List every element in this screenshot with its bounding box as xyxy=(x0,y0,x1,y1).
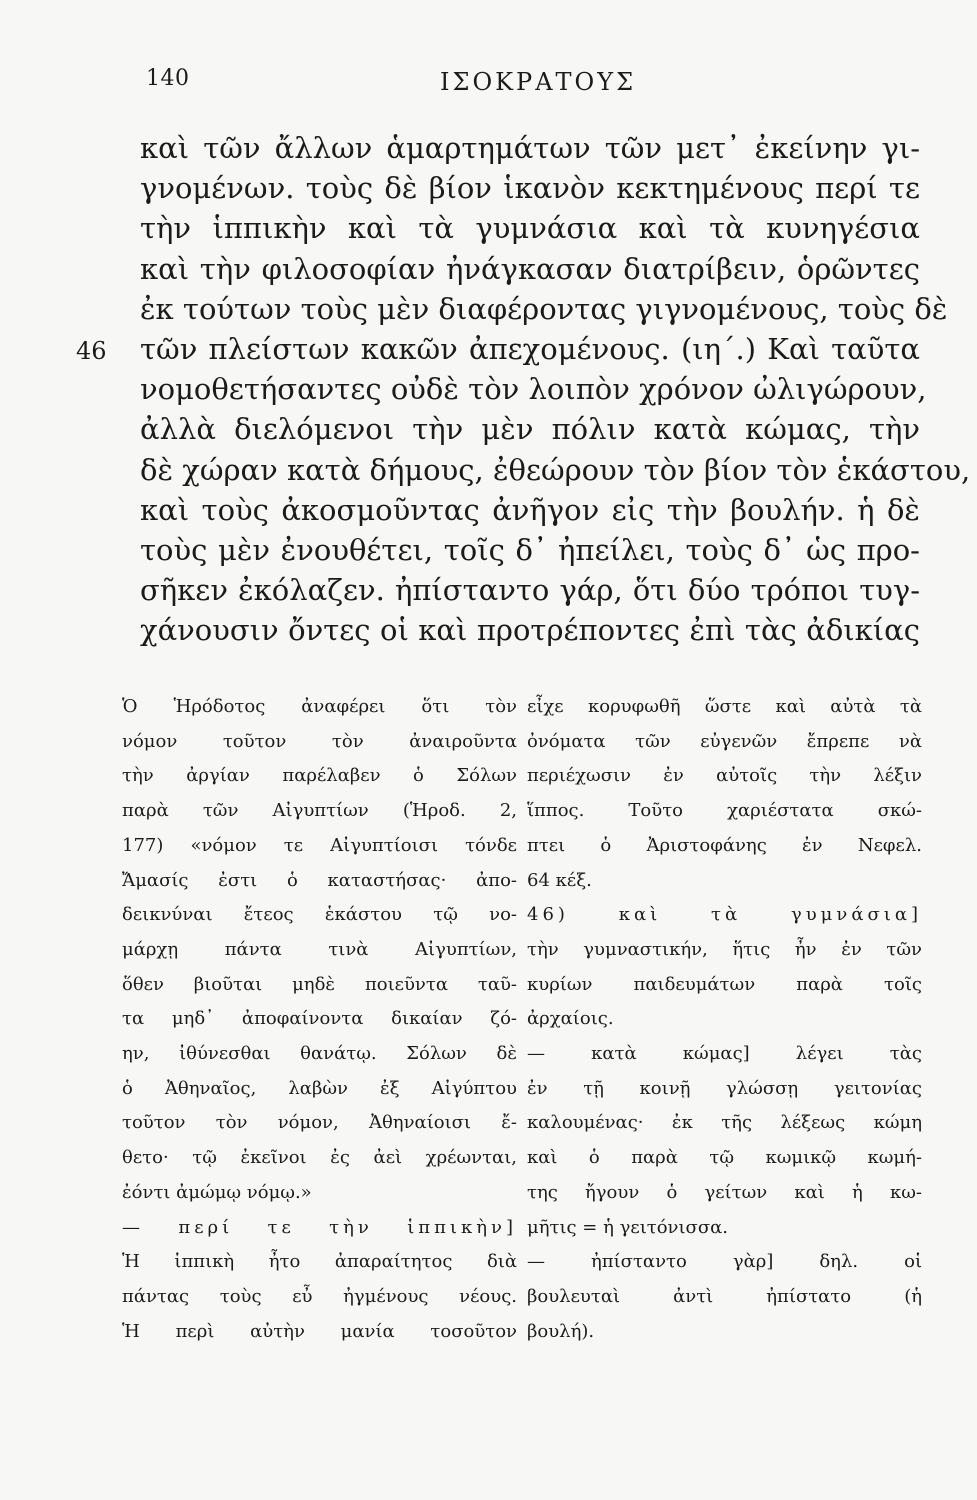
footnotes-left-column xyxy=(122,690,517,1349)
footnote-line: κυρίων παιδευμάτων παρὰ τοῖς xyxy=(527,973,922,995)
footnote-line: μάρχῃ πάντα τινὰ Αἰγυπτίων, xyxy=(122,938,517,960)
footnote-line: καὶ ὁ παρὰ τῷ κωμικῷ κωμή- xyxy=(527,1147,922,1169)
footnote-line: θετο· τῷ ἐκεῖνοι ἐς ἀεὶ χρέωνται, xyxy=(122,1147,517,1169)
running-head: ΙΣΟΚΡΑΤΟΥΣ xyxy=(440,68,637,96)
footnote-line: μῆτις = ἡ γειτόνισσα. xyxy=(527,1216,728,1238)
footnote-line: πτει ὁ Ἀριστοφάνης ἐν Νεφελ. xyxy=(527,834,922,856)
footnote-line: τα μηδ᾽ ἀποφαίνοντα δικαίαν ζό- xyxy=(122,1008,517,1030)
footnote-line: ἐν τῇ κοινῇ γλώσσῃ γειτονίας xyxy=(527,1077,922,1099)
footnote-line: ἀρχαίοις. xyxy=(527,1008,614,1030)
main-text-line: δὲ χώραν κατὰ δήμους, ἐθεώρουν τὸν βίον τὸν ἑκάστου, xyxy=(140,452,971,487)
footnote-line: ἐόντι ἀμώμῳ νόμῳ.» xyxy=(122,1181,312,1203)
footnote-line: ην, ἰθύνεσθαι θανάτῳ. Σόλων δὲ xyxy=(122,1043,517,1065)
footnote-line: Ἡ ἱππικὴ ἦτο ἀπαραίτητος διὰ xyxy=(122,1251,517,1273)
main-text-line: τῶν πλείστων κακῶν ἀπεχομένους. (ιη΄.) Καὶ ταῦτα xyxy=(140,332,920,367)
main-text-line: καὶ τὴν φιλοσοφίαν ἠνάγκασαν διατρίβειν, ὁρῶντες xyxy=(140,251,920,286)
footnote-line: τὴν γυμναστικήν, ἥτις ἦν ἐν τῶν xyxy=(527,938,922,960)
main-text-line: γνομένων. τοὺς δὲ βίον ἱκανὸν κεκτημένους περί τε xyxy=(140,171,920,206)
footnote-line: 64 κέξ. xyxy=(527,869,592,891)
footnote-line: Ὁ Ἡρόδοτος ἀναφέρει ὅτι τὸν xyxy=(122,696,517,717)
main-text-line: ἀλλὰ διελόμενοι τὴν μὲν πόλιν κατὰ κώμας, τὴν xyxy=(140,412,920,447)
footnote-lemma: — κατὰ κώμας] λέγει τὰς xyxy=(527,1043,922,1065)
footnote-line: καλουμένας· ἐκ τῆς λέξεως κώμη xyxy=(527,1112,922,1134)
footnote-lemma: 46) καὶ τὰ γυμνάσια] xyxy=(527,904,922,926)
footnote-line: βουλή). xyxy=(527,1320,595,1342)
main-text-line: ἐκ τούτων τοὺς μὲν διαφέροντας γιγνομένους, τοὺς δὲ xyxy=(140,291,948,326)
main-text-line: σῆκεν ἐκόλαζεν. ἠπίσταντο γάρ, ὅτι δύο τρόποι τυγ- xyxy=(140,573,920,608)
main-text-line: τὴν ἱππικὴν καὶ τὰ γυμνάσια καὶ τὰ κυνηγέσια xyxy=(140,211,920,246)
main-text-line: νομοθετήσαντες οὐδὲ τὸν λοιπὸν χρόνον ὠλιγώρουν, xyxy=(140,372,927,407)
footnote-line: τοῦτον τὸν νόμον, Ἀθηναίοισι ἔ- xyxy=(122,1112,517,1134)
footnote-line: ὁ Ἀθηναῖος, λαβὼν ἐξ Αἰγύπτου xyxy=(122,1077,517,1099)
footnote-line: Ἡ περὶ αὐτὴν μανία τοσοῦτον xyxy=(122,1320,517,1342)
footnote-lemma: — περί τε τὴν ἱππικὴν] xyxy=(122,1216,517,1238)
main-text-line: χάνουσιν ὄντες οἱ καὶ προτρέποντες ἐπὶ τὰς ἀδικίας xyxy=(140,613,920,648)
footnote-line: περιέχωσιν ἐν αὐτοῖς τὴν λέξιν xyxy=(527,765,922,787)
footnote-line: της ἤγουν ὁ γείτων καὶ ἡ κω- xyxy=(527,1181,922,1203)
footnote-line: εἶχε κορυφωθῆ ὥστε καὶ αὐτὰ τὰ xyxy=(527,696,922,717)
footnote-line: παρὰ τῶν Αἰγυπτίων (Ἡροδ. 2, xyxy=(122,800,517,822)
footnote-line: Ἄμασίς ἐστι ὁ καταστήσας· ἀπο- xyxy=(122,869,517,891)
footnotes-right-column xyxy=(527,690,922,1349)
footnote-line: βουλευταὶ ἀντὶ ἠπίστατο (ἡ xyxy=(527,1285,922,1307)
main-text-line: τοὺς μὲν ἐνουθέτει, τοῖς δ᾽ ἠπείλει, τοὺς δ᾽ ὡς προ- xyxy=(140,533,920,568)
footnote-line: ἵππος. Τοῦτο χαριέστατα σκώ- xyxy=(527,800,922,822)
page-number: 140 xyxy=(146,66,190,91)
footnote-line: ὀνόματα τῶν εὐγενῶν ἔπρεπε νὰ xyxy=(527,730,922,752)
footnote-line: 177) «νόμον τε Αἰγυπτίοισι τόνδε xyxy=(122,834,517,856)
footnote-line: ὅθεν βιοῦται μηδὲ ποιεῦντα ταῦ- xyxy=(122,973,517,995)
footnote-line: τὴν ἀργίαν παρέλαβεν ὁ Σόλων xyxy=(122,765,517,787)
main-text xyxy=(140,128,971,651)
footnote-line: πάντας τοὺς εὖ ἠγμένους νέους. xyxy=(122,1285,517,1307)
section-margin-number: 46 xyxy=(76,337,107,365)
main-text-line: καὶ τῶν ἄλλων ἁμαρτημάτων τῶν μετ᾽ ἐκείνην γι- xyxy=(140,131,920,165)
main-text-line: καὶ τοὺς ἀκοσμοῦντας ἀνῆγον εἰς τὴν βουλήν. ἡ δὲ xyxy=(140,492,920,527)
footnote-line: δεικνύναι ἔτεος ἑκάστου τῷ νο- xyxy=(122,904,517,926)
footnote-lemma: — ἠπίσταντο γὰρ] δηλ. οἱ xyxy=(527,1251,922,1273)
footnote-line: νόμον τοῦτον τὸν ἀναιροῦντα xyxy=(122,730,517,752)
